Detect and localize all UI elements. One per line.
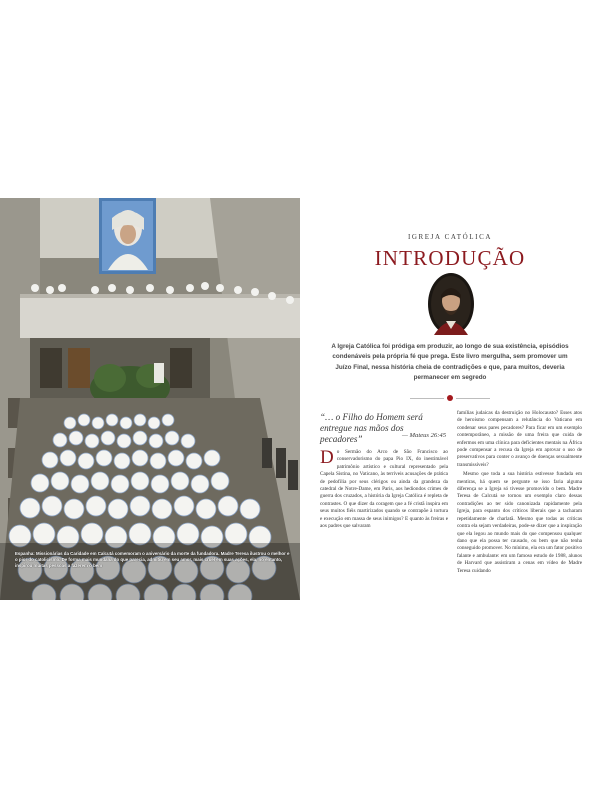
column-2-paragraph-2: Mesmo que toda a sua história estivesse fundada em mentiras, há quem se pergunte se isso faria alguma diferença se a Igreja só tivesse promovido o bem. Madre Teresa de Calcutá se tornou um exemplo claro dessas contradições ao ter sido canonizada rapidamente pela Igreja, para espanto dos críticos liberais que a tacharam repetidamente de charlatã. Mesmo que todas as críticas contra ela sejam verdadeiras, pode-se dizer que a inspiração que ela legou ao mundo mais do que compensou qualquer dano que ela possa ter causado, ou bem que não tenha conseguido promover. No mínimo, ela era um fator positivo falante e ambulante: em um famoso estudo de 1988, alunos de Harvard que assistiram a cenas em vídeo de Madre Teresa cuidando	[457, 471, 582, 574]
magazine-spread	[0, 198, 600, 600]
clergyman-portrait-icon	[428, 273, 474, 335]
courtyard-illustration	[0, 198, 300, 600]
column-1-text: o Sermão do Arco de São Francisco ao conservadorismo do papa Pio IX, do inestimável patrimônio artístico e cultural representado pela Capela Sistina, no Vaticano, às terríveis acusações de prática de pedofilia por seus clérigos ou ainda da grandeza da catedral de Notre-Dame, em Paris, aos hediondos crimes de guerra dos cruzados, a história da Igreja Católica é repleta de contrastes. O que dizer da coragem que a fé cristã inspira em seus muitos fiéis martirizados quando se contrapõe à tortura e execução em massa de seus inimigos? E quanto às freiras e aos padres que salvaram	[320, 449, 448, 530]
caption-body: Madre Teresa ilustrou o melhor e o pior do catolicismo. De forma mais mundana do que parecia, admitiu em seu amor, mais cruel em suas ações, ela, no entanto, inspirou muitas pessoas a fazerem o bem	[15, 551, 290, 569]
red-dot-ornament-icon	[410, 395, 490, 401]
intro-deck: A Igreja Católica foi pródiga em produzir, ao longo de sua existência, episódios condenáveis pela própria fé que prega. Este livro mergulha, sem promover um Juízo Final, nessa história cheia de contradições e que, para muitos, deveria permanecer em segredo	[331, 343, 569, 381]
photo-caption	[15, 551, 293, 569]
column-2-paragraph-1: famílias judaicas da destruição no Holocausto? Esses atos de heroísmo compensam a relutância do Vaticano em condenar seus pares pecadores? Para ficar em um exemplo contemporâneo, a missão de uma freira que cuida de enfermos em uma clínica para deficientes mentais na África pode compensar a recusa da Igreja em aprovar o uso de preservativos para conter o avanço de doenças sexualmente transmissíveis?	[457, 410, 582, 468]
nuns-courtyard-photo	[0, 198, 300, 600]
caption-lead: Espanha: Missionárias da Caridade em Calcutá comemoram o aniversário da morte da fundadora.	[15, 551, 220, 556]
drop-cap: D	[320, 447, 334, 468]
body-column-2	[457, 410, 582, 577]
pull-quote-source: — Mateus 26:45	[402, 432, 446, 439]
text-page	[300, 198, 600, 600]
pull-quote: “… o Filho do Homem será entregue nas mãos dos pecadores”	[320, 412, 423, 444]
section-kicker: IGREJA CATÓLICA	[407, 233, 493, 241]
page-title: INTRODUÇÃO	[374, 246, 526, 270]
body-column-1	[320, 449, 448, 530]
